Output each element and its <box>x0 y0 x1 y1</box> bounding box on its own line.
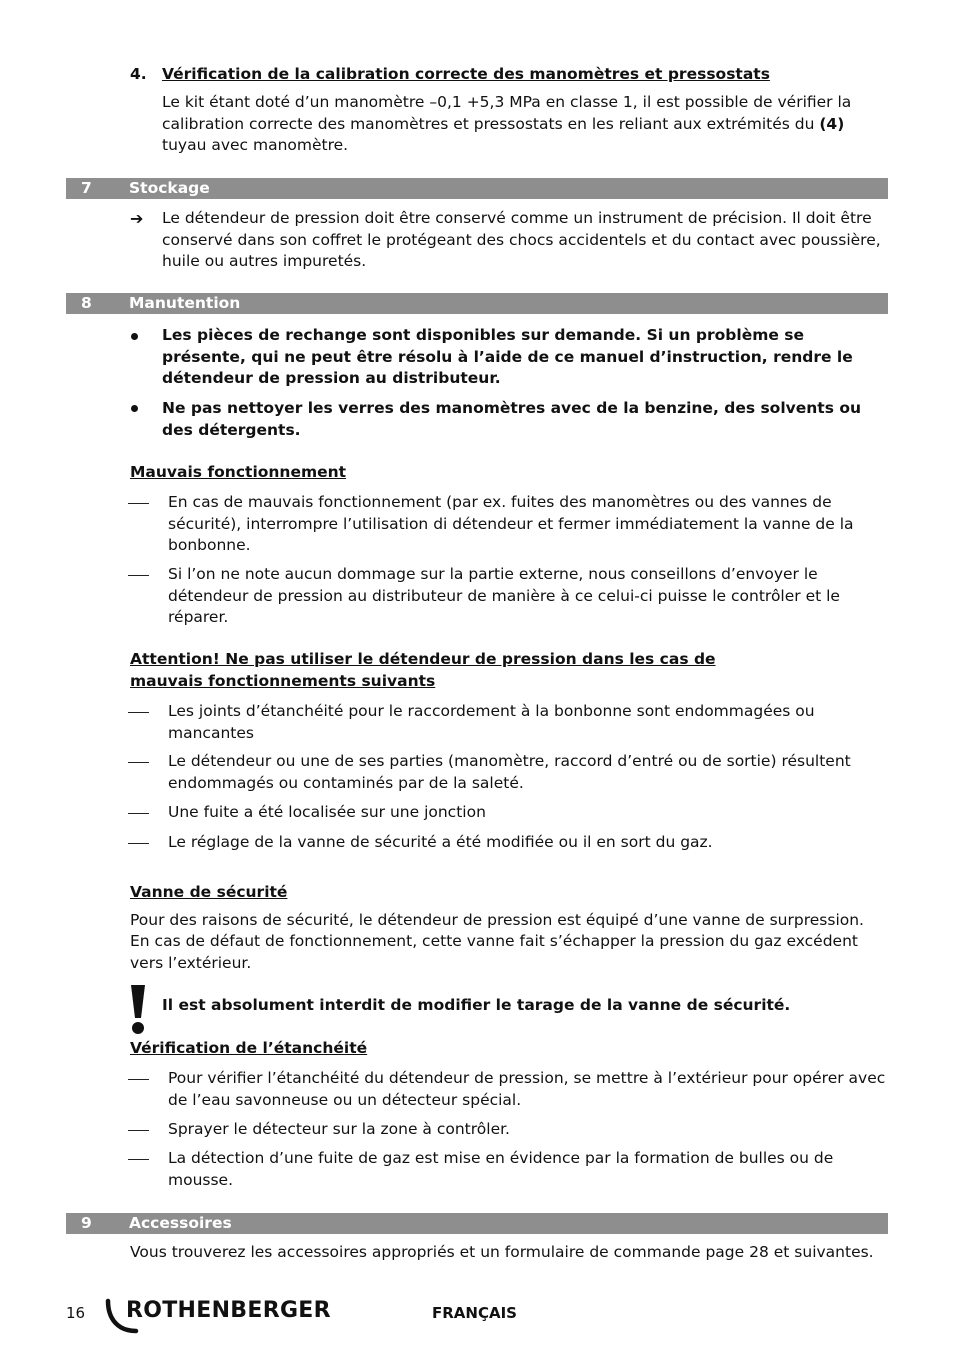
section-8-bar <box>66 293 888 314</box>
attention-item: Le réglage de la vanne de sécurité a été modifiée ou il en sort du gaz. <box>168 833 713 851</box>
section-8-bullet-1: Les pièces de rechange sont disponibles sur demande. Si un problème se présente, qui ne peut être résolu à l’aide de ce manuel d’instruction, rendre le détendeur de pression au distributeur. <box>162 326 853 387</box>
bullet-icon <box>131 405 138 412</box>
brand-logo <box>104 1295 354 1335</box>
safety-valve-heading: Vanne de sécurité <box>130 883 288 901</box>
section-8-title: Manutention <box>129 294 241 312</box>
section-8-number: 8 <box>81 294 92 312</box>
malfunction-heading: Mauvais fonctionnement <box>130 463 347 481</box>
section-4-body-post: tuyau avec manomètre. <box>162 136 349 154</box>
dash-icon <box>128 813 149 814</box>
section-7-number: 7 <box>81 179 92 197</box>
section-9-text: Vous trouverez les accessoires appropriés et un formulaire de commande page 28 et suivantes. <box>130 1243 874 1261</box>
section-8-bullet-2: Ne pas nettoyer les verres des manomètres avec de la benzine, des solvents ou des détergents. <box>162 399 862 439</box>
section-7-bar <box>66 178 888 199</box>
safety-valve-line-1: Pour des raisons de sécurité, le détendeur de pression est équipé d’une vanne de surpression. <box>130 911 864 929</box>
malfunction-item: En cas de mauvais fonctionnement (par ex. fuites des manomètres ou des vannes de sécurité), interrompre l’utilisation di détendeur et fermer immédiatement la vanne de la bonbonne. <box>168 493 854 554</box>
section-9-title: Accessoires <box>129 1214 232 1232</box>
bullet-icon <box>131 333 138 340</box>
malfunction-item: Si l’on ne note aucun dommage sur la partie externe, nous conseillons d’envoyer le détendeur de pression au distributeur de manière à ce celui-ci puisse le contrôler et le réparer. <box>168 565 840 626</box>
attention-item: Une fuite a été localisée sur une jonction <box>168 803 486 821</box>
leak-check-heading: Vérification de l’étanchéité <box>130 1039 368 1057</box>
section-4-title: Vérification de la calibration correcte des manomètres et pressostats <box>162 65 770 83</box>
attention-item: Le détendeur ou une de ses parties (manomètre, raccord d’entré ou de sortie) résultent endommagés ou contaminés par de la saleté. <box>168 752 851 792</box>
leak-check-item: La détection d’une fuite de gaz est mise en évidence par la formation de bulles ou de mousse. <box>168 1149 834 1189</box>
footer-language: FRANÇAIS <box>432 1304 517 1322</box>
section-9-number: 9 <box>81 1214 92 1232</box>
attention-heading: Attention! Ne pas utiliser le détendeur de pression dans les cas de mauvais fonctionnements suivants <box>130 650 716 690</box>
dash-icon <box>128 575 149 576</box>
leak-check-item: Pour vérifier l’étanchéité du détendeur de pression, se mettre à l’extérieur pour opérer avec de l’eau savonneuse ou un détecteur spécial. <box>168 1069 886 1109</box>
section-4-body <box>162 92 890 157</box>
attention-item: Les joints d’étanchéité pour le raccordement à la bonbonne sont endommagées ou mancantes <box>168 702 815 742</box>
warning-exclamation-icon <box>128 985 148 1035</box>
dash-icon <box>128 503 149 504</box>
dash-icon <box>128 1130 149 1131</box>
safety-valve-line-2: En cas de défaut de fonctionnement, cette vanne fait s’échapper la pression du gaz excédent vers l’extérieur. <box>130 932 858 972</box>
leak-check-item: Sprayer le détecteur sur la zone à contrôler. <box>168 1120 510 1138</box>
dash-icon <box>128 762 149 763</box>
arrow-right-icon: ➔ <box>130 209 144 228</box>
section-4-number: 4. <box>130 65 147 83</box>
page-number: 16 <box>66 1304 86 1322</box>
dash-icon <box>128 712 149 713</box>
brand-name: ROTHENBERGER <box>126 1298 331 1323</box>
section-4-body-pre: Le kit étant doté d’un manomètre –0,1 +5,3 MPa en classe 1, il est possible de vérifier la calibration correcte des manomètres et pressostats en les reliant aux extrémités du <box>162 93 852 133</box>
dash-icon <box>128 843 149 844</box>
section-7-text: Le détendeur de pression doit être conservé comme un instrument de précision. Il doit être conservé dans son coffret le protégeant des chocs accidentels et du contact avec poussière, huile ou autres impuretés. <box>162 209 881 270</box>
safety-valve-warning: Il est absolument interdit de modifier le tarage de la vanne de sécurité. <box>162 996 791 1014</box>
section-9-bar <box>66 1213 888 1234</box>
section-4-body-ref: (4) <box>819 114 845 133</box>
dash-icon <box>128 1079 149 1080</box>
dash-icon <box>128 1159 149 1160</box>
section-7-title: Stockage <box>129 179 210 197</box>
